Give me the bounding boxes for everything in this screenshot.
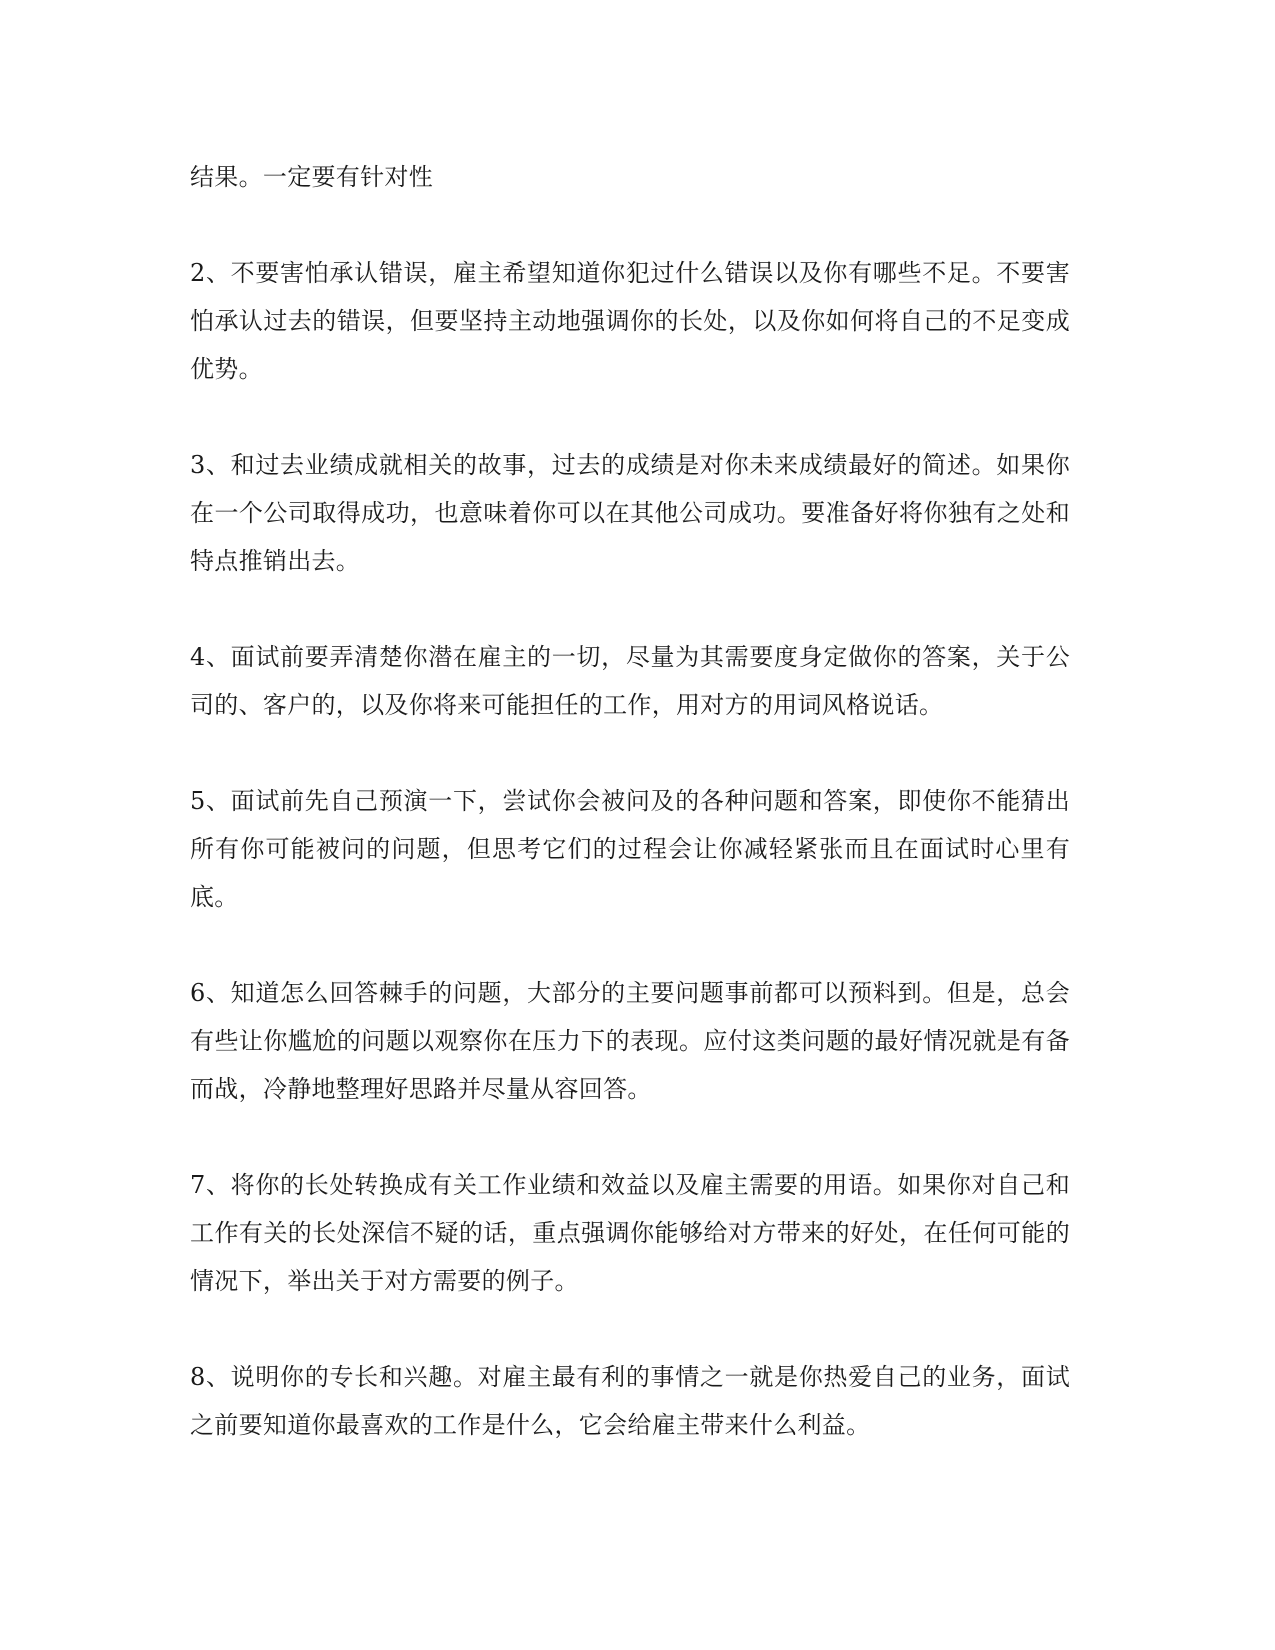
paragraph-tip-6: 6、知道怎么回答棘手的问题，大部分的主要问题事前都可以预料到。但是，总会有些让你尴尬的问题以观察你在压力下的表现。应付这类问题的最好情况就是有备而战，冷静地整理好思路并尽量从容回答。 bbox=[190, 979, 1070, 1103]
paragraph-tip-3: 3、和过去业绩成就相关的故事，过去的成绩是对你未来成绩最好的简述。如果你在一个公司取得成功，也意味着你可以在其他公司成功。要准备好将你独有之处和特点推销出去。 bbox=[190, 451, 1070, 575]
paragraph-tip-2: 2、不要害怕承认错误，雇主希望知道你犯过什么错误以及你有哪些不足。不要害怕承认过去的错误，但要坚持主动地强调你的长处，以及你如何将自己的不足变成优势。 bbox=[190, 259, 1070, 383]
document-body bbox=[190, 153, 1070, 1449]
paragraph-tip-8: 8、说明你的专长和兴趣。对雇主最有利的事情之一就是你热爱自己的业务，面试之前要知道你最喜欢的工作是什么，它会给雇主带来什么利益。 bbox=[190, 1363, 1070, 1439]
paragraph-tip-7: 7、将你的长处转换成有关工作业绩和效益以及雇主需要的用语。如果你对自己和工作有关的长处深信不疑的话，重点强调你能够给对方带来的好处，在任何可能的情况下，举出关于对方需要的例子。 bbox=[190, 1171, 1070, 1295]
paragraph-tip-5: 5、面试前先自己预演一下，尝试你会被问及的各种问题和答案，即使你不能猜出所有你可能被问的问题，但思考它们的过程会让你减轻紧张而且在面试时心里有底。 bbox=[190, 787, 1070, 911]
paragraph-continuation: 结果。一定要有针对性 bbox=[190, 163, 433, 191]
paragraph-tip-4: 4、面试前要弄清楚你潜在雇主的一切，尽量为其需要度身定做你的答案，关于公司的、客户的，以及你将来可能担任的工作，用对方的用词风格说话。 bbox=[190, 643, 1070, 719]
